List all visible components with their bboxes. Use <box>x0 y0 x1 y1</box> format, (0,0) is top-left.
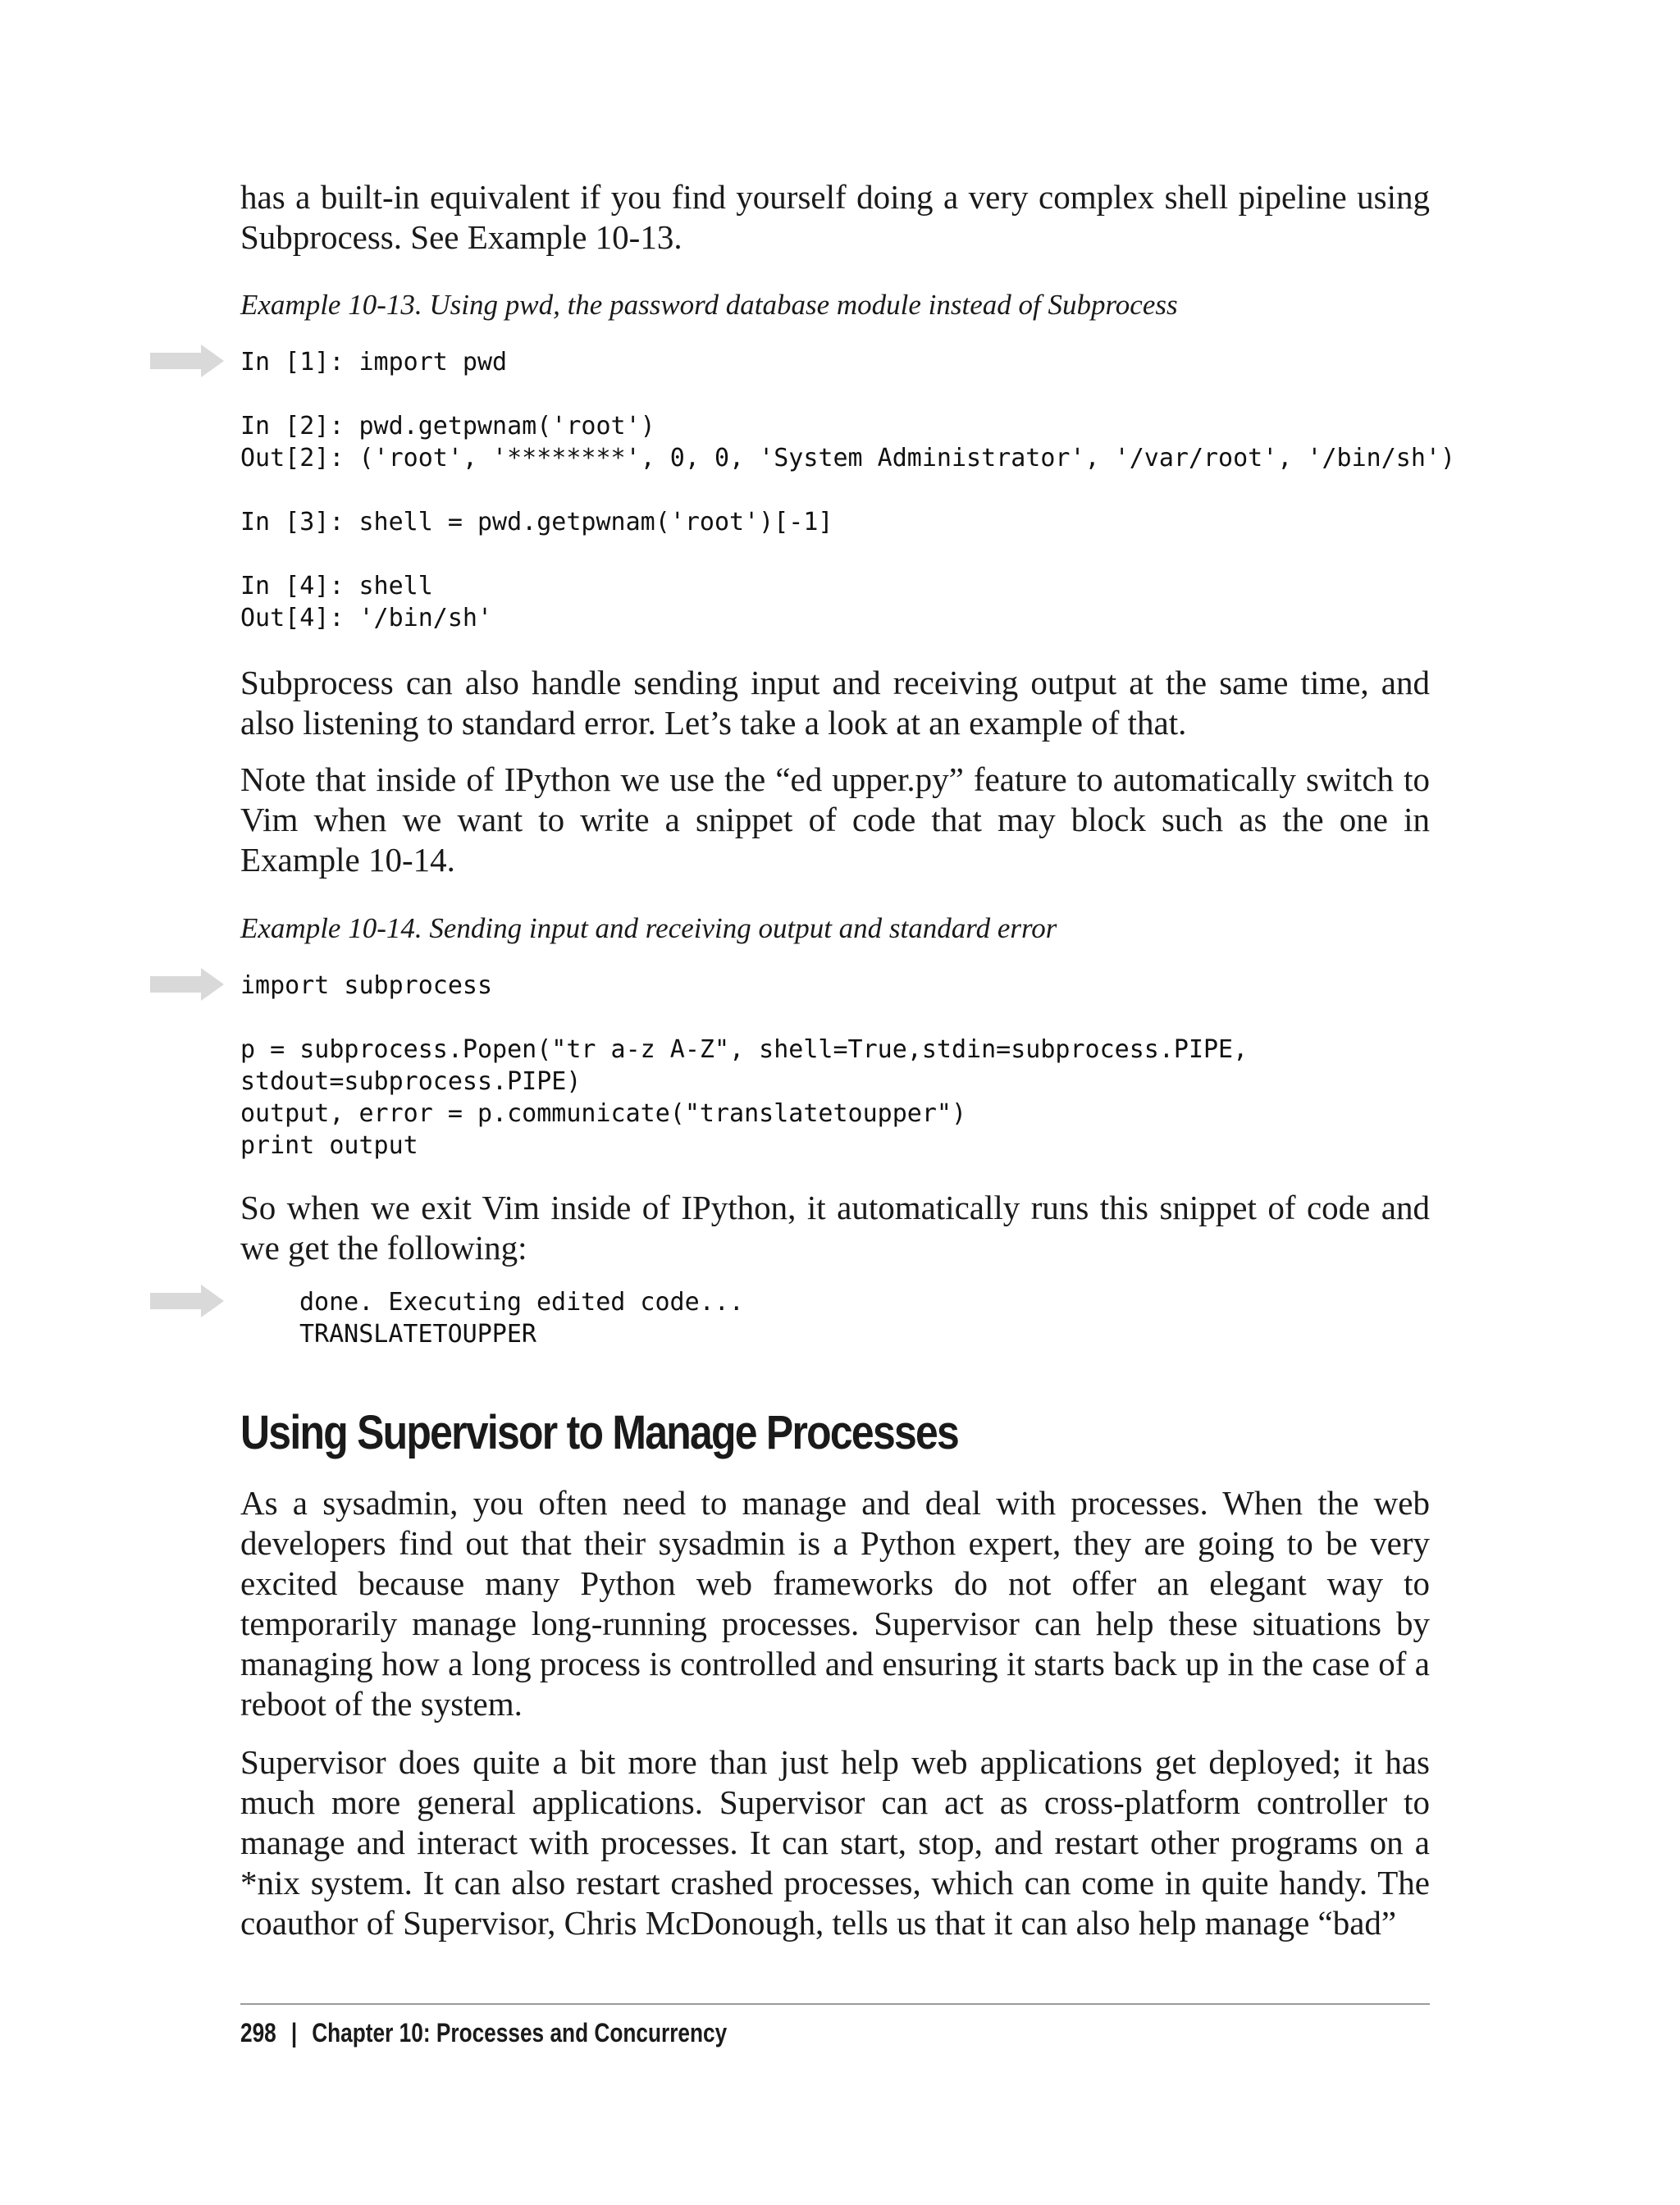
example-10-13-code: In [1]: import pwd In [2]: pwd.getpwnam('root') Out[2]: ('root', '********', 0, 0, 'System Administrator', '/var/root', '/bin/sh') In [3]: shell = pwd.getpwnam('root')[-1] In [4]: shell Out[4]: '/bin/sh' <box>240 348 1456 632</box>
supervisor-paragraph-2: Supervisor does quite a bit more than just help web applications get deployed; it has much more general applications. Supervisor can act as cross-platform controller to manage and interact with processes. It can start, stop, and restart other programs on a *nix system. It can also restart crashed processes, which can come in quite handy. The coauthor of Supervisor, Chris McDonough, tells us that it can also help manage “bad” <box>240 1743 1430 1942</box>
code-arrow-icon <box>150 345 224 377</box>
chapter-title: Chapter 10: Processes and Concurrency <box>312 2018 728 2048</box>
supervisor-paragraph-1: As a sysadmin, you often need to manage and deal with processes. When the web developers find out that their sysadmin is a Python expert, they are going to be very excited because many Python web frameworks do not offer an elegant way to temporarily manage long-running processes. Supervisor can help these situations by managing how a long process is controlled and ensuring it starts back up in the case of a reboot of the system. <box>240 1484 1430 1723</box>
footer-separator: | <box>290 2018 298 2048</box>
footer-rule <box>240 2003 1430 2005</box>
example-10-14-code-block <box>240 970 1430 1162</box>
example-10-14-caption: Example 10-14. Sending input and receiving output and standard error <box>240 912 1057 944</box>
supervisor-paragraph-1-block <box>240 1483 1430 1724</box>
output-code: done. Executing edited code... TRANSLATETOUPPER <box>299 1288 744 1349</box>
vim-paragraph: So when we exit Vim inside of IPython, it automatically runs this snippet of code and we get the following: <box>240 1189 1430 1267</box>
code-arrow-icon <box>150 968 224 1001</box>
output-code-block <box>299 1286 1430 1350</box>
example-10-13-code-block <box>240 346 1456 634</box>
subprocess-paragraph: Subprocess can also handle sending input and receiving output at the same time, and also listening to standard error. Let’s take a look at an example of that. <box>240 664 1430 742</box>
intro-paragraph: has a built-in equivalent if you find yourself doing a very complex shell pipeline using Subprocess. See Example 10-13. <box>240 178 1430 256</box>
ipython-note-paragraph: Note that inside of IPython we use the “ed upper.py” feature to automatically switch to Vim when we want to write a snippet of code that may block such as the one in Example 10-14. <box>240 760 1430 879</box>
subprocess-paragraph-block <box>240 663 1430 743</box>
ipython-note-block <box>240 760 1430 880</box>
supervisor-paragraph-2-block <box>240 1742 1430 1943</box>
section-heading-block <box>240 1404 1430 1462</box>
page-number: 298 <box>240 2018 276 2048</box>
example-10-14-caption-block <box>240 911 1430 947</box>
example-10-13-caption: Example 10-13. Using pwd, the password database module instead of Subprocess <box>240 289 1178 321</box>
example-10-13-caption-block <box>240 287 1430 323</box>
page-footer <box>240 2016 727 2049</box>
intro-block <box>240 177 1430 258</box>
vim-paragraph-block <box>240 1188 1430 1268</box>
code-arrow-icon <box>150 1285 224 1317</box>
section-heading: Using Supervisor to Manage Processes <box>240 1406 959 1459</box>
example-10-14-code: import subprocess p = subprocess.Popen("tr a-z A-Z", shell=True,stdin=subprocess.PIPE, stdout=subprocess.PIPE) output, error = p.communicate("translatetoupper") print output <box>240 971 1249 1160</box>
